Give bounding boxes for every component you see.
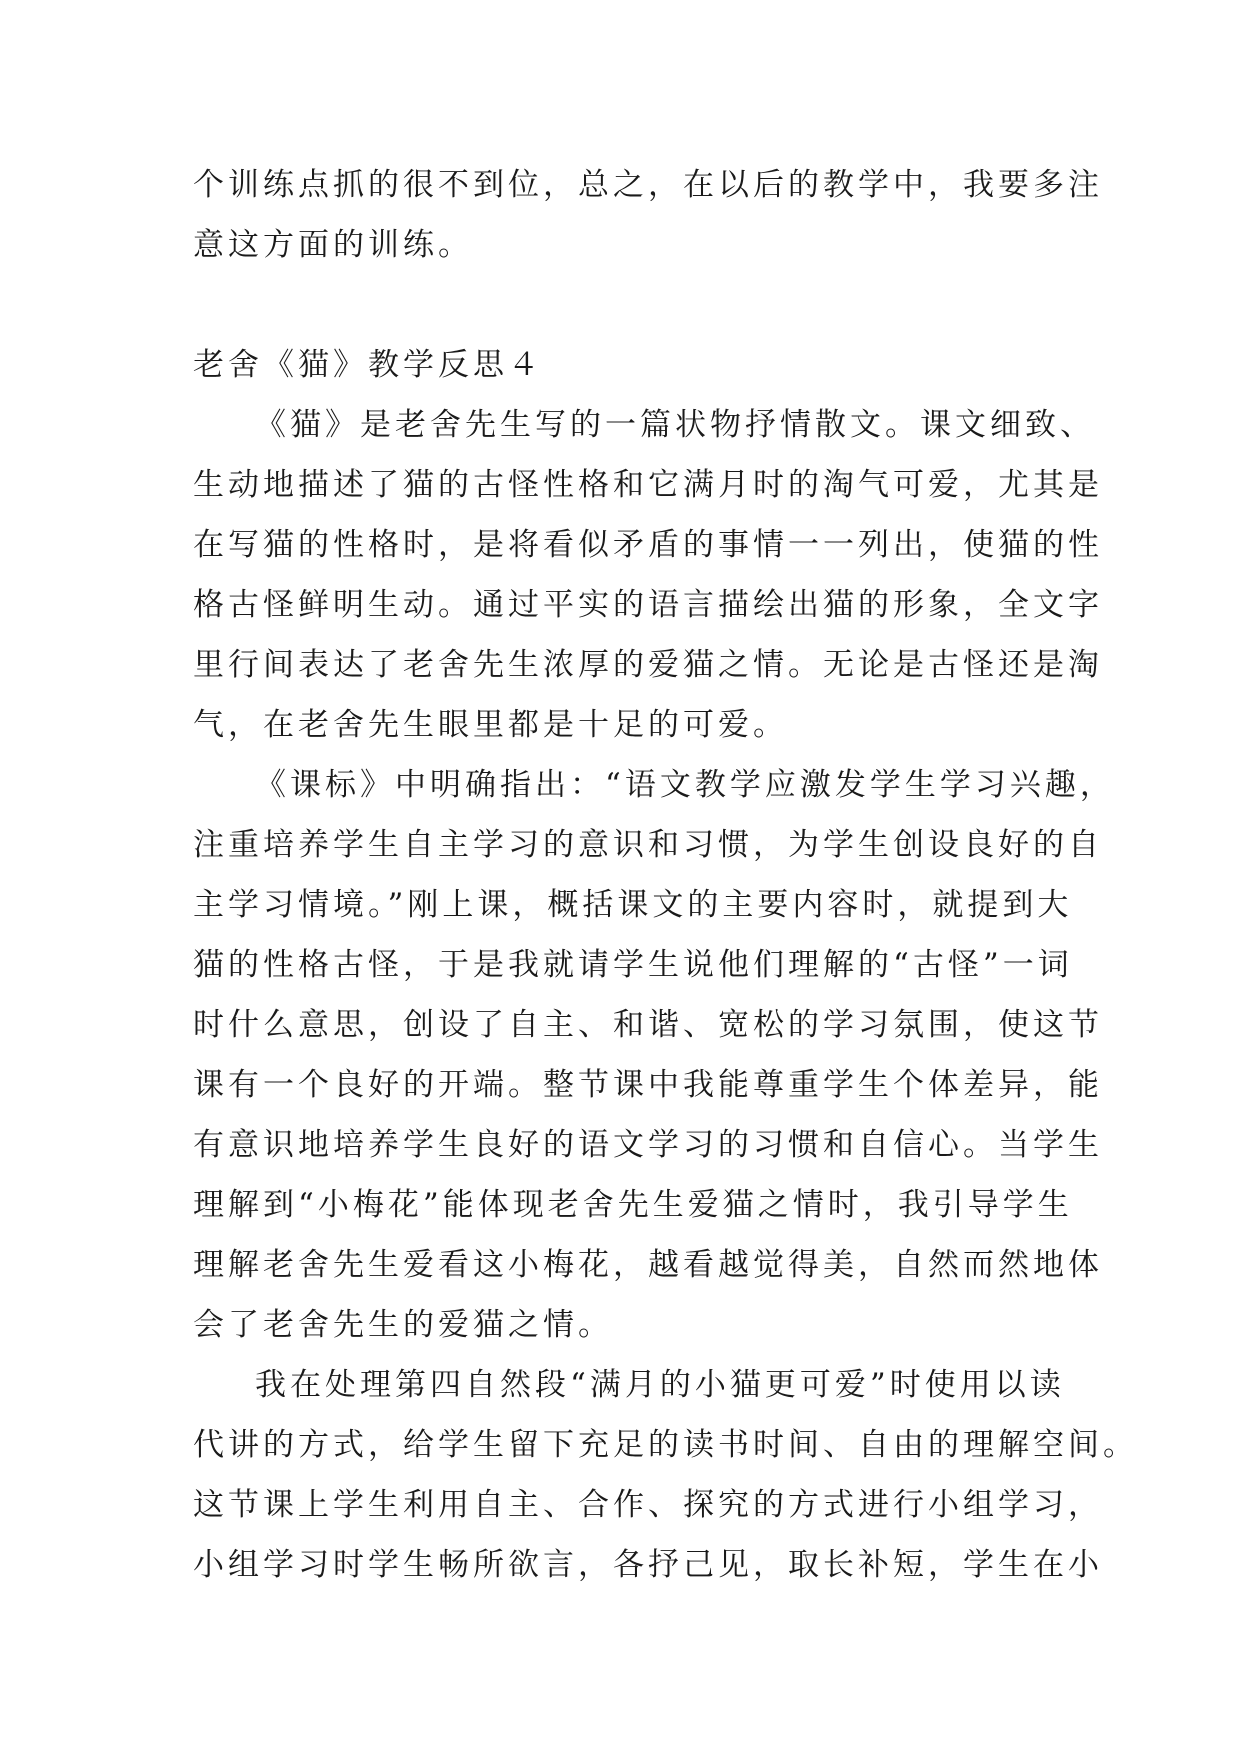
body-text-line: 理解到“小梅花”能体现老舍先生爱猫之情时，我引导学生 bbox=[193, 1187, 1073, 1223]
body-text-line: 《猫》是老舍先生写的一篇状物抒情散文。课文细致、 bbox=[255, 407, 1095, 443]
body-text-line: 个训练点抓的很不到位，总之，在以后的教学中，我要多注 bbox=[193, 167, 1103, 203]
body-text-line: 格古怪鲜明生动。通过平实的语言描绘出猫的形象，全文字 bbox=[193, 587, 1103, 623]
body-text-line: 有意识地培养学生良好的语文学习的习惯和自信心。当学生 bbox=[193, 1127, 1103, 1163]
body-text-line: 意这方面的训练。 bbox=[193, 227, 473, 263]
body-text-line: 生动地描述了猫的古怪性格和它满月时的淘气可爱，尤其是 bbox=[193, 467, 1103, 503]
body-text-line: 注重培养学生自主学习的意识和习惯，为学生创设良好的自 bbox=[193, 827, 1103, 863]
body-text-line: 理解老舍先生爱看这小梅花，越看越觉得美，自然而然地体 bbox=[193, 1247, 1103, 1283]
body-text-line: 我在处理第四自然段“满月的小猫更可爱”时使用以读 bbox=[255, 1367, 1065, 1403]
section-title: 老舍《猫》教学反思４ bbox=[193, 347, 543, 383]
body-text-line: 课有一个良好的开端。整节课中我能尊重学生个体差异，能 bbox=[193, 1067, 1103, 1103]
body-text-line: 里行间表达了老舍先生浓厚的爱猫之情。无论是古怪还是淘 bbox=[193, 647, 1103, 683]
body-text-line: 会了老舍先生的爱猫之情。 bbox=[193, 1307, 613, 1343]
body-text-line: 气，在老舍先生眼里都是十足的可爱。 bbox=[193, 707, 788, 743]
body-text-line: 《课标》中明确指出：“语文教学应激发学生学习兴趣， bbox=[255, 767, 1115, 803]
body-text-line: 主学习情境。”刚上课，概括课文的主要内容时，就提到大 bbox=[193, 887, 1073, 923]
body-text-line: 猫的性格古怪，于是我就请学生说他们理解的“古怪”一词 bbox=[193, 947, 1073, 983]
body-text-line: 在写猫的性格时，是将看似矛盾的事情一一列出，使猫的性 bbox=[193, 527, 1103, 563]
body-text-line: 时什么意思，创设了自主、和谐、宽松的学习氛围，使这节 bbox=[193, 1007, 1103, 1043]
body-text-line: 小组学习时学生畅所欲言，各抒己见，取长补短，学生在小 bbox=[193, 1547, 1103, 1583]
body-text-line: 这节课上学生利用自主、合作、探究的方式进行小组学习， bbox=[193, 1487, 1103, 1523]
body-text-line: 代讲的方式，给学生留下充足的读书时间、自由的理解空间。 bbox=[193, 1427, 1138, 1463]
